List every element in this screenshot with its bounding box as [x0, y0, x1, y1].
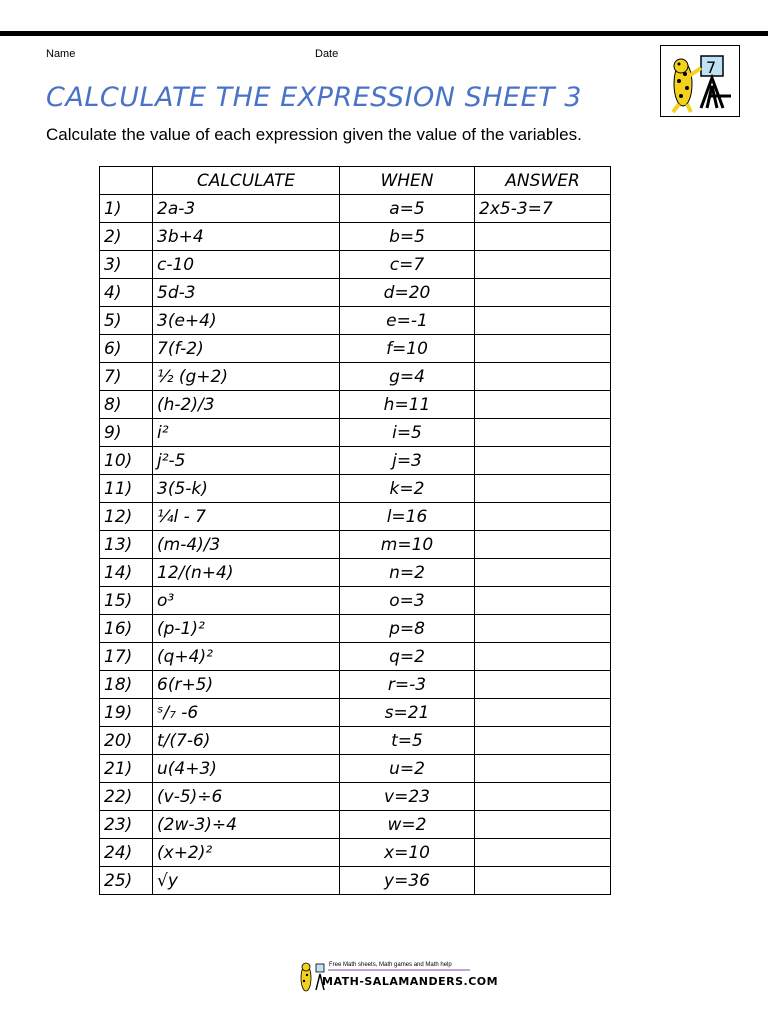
row-number: 17) — [100, 643, 153, 671]
expression-cell: t/(7-6) — [153, 727, 340, 755]
when-cell: y=36 — [340, 867, 475, 895]
when-cell: j=3 — [340, 447, 475, 475]
expression-cell: (q+4)² — [153, 643, 340, 671]
footer-tagline: Free Math sheets, Math games and Math help — [329, 962, 452, 968]
expression-cell: 3(5-k) — [153, 475, 340, 503]
table-row — [100, 839, 611, 867]
when-cell: k=2 — [340, 475, 475, 503]
expression-cell: ½ (g+2) — [153, 363, 340, 391]
table-row — [100, 727, 611, 755]
row-number: 24) — [100, 839, 153, 867]
row-number: 20) — [100, 727, 153, 755]
answer-cell[interactable] — [475, 391, 611, 419]
table-row — [100, 363, 611, 391]
when-cell: u=2 — [340, 755, 475, 783]
answer-cell[interactable] — [475, 671, 611, 699]
expression-cell: ¼l - 7 — [153, 503, 340, 531]
answer-cell[interactable] — [475, 867, 611, 895]
when-cell: o=3 — [340, 587, 475, 615]
table-row — [100, 419, 611, 447]
expression-cell: (x+2)² — [153, 839, 340, 867]
expression-cell: o³ — [153, 587, 340, 615]
date-label: Date — [315, 48, 339, 60]
table-row — [100, 755, 611, 783]
expression-cell: u(4+3) — [153, 755, 340, 783]
row-number: 4) — [100, 279, 153, 307]
when-cell: b=5 — [340, 223, 475, 251]
answer-cell[interactable] — [475, 699, 611, 727]
row-number: 9) — [100, 419, 153, 447]
table-row — [100, 699, 611, 727]
row-number: 21) — [100, 755, 153, 783]
answer-cell[interactable] — [475, 783, 611, 811]
when-cell: r=-3 — [340, 671, 475, 699]
answer-cell[interactable] — [475, 447, 611, 475]
answer-cell[interactable] — [475, 531, 611, 559]
expression-cell: 7(f-2) — [153, 335, 340, 363]
table-row — [100, 307, 611, 335]
row-number: 11) — [100, 475, 153, 503]
expression-cell: 2a-3 — [153, 195, 340, 223]
row-number: 6) — [100, 335, 153, 363]
row-number: 2) — [100, 223, 153, 251]
page-title: CALCULATE THE EXPRESSION SHEET 3 — [46, 82, 582, 113]
row-number: 14) — [100, 559, 153, 587]
answer-cell[interactable] — [475, 559, 611, 587]
answer-cell[interactable] — [475, 307, 611, 335]
row-number: 25) — [100, 867, 153, 895]
instructions-text: Calculate the value of each expression given the value of the variables. — [46, 125, 582, 144]
header-number — [100, 167, 153, 195]
row-number: 5) — [100, 307, 153, 335]
row-number: 19) — [100, 699, 153, 727]
row-number: 7) — [100, 363, 153, 391]
expression-cell: 12/(n+4) — [153, 559, 340, 587]
when-cell: c=7 — [340, 251, 475, 279]
when-cell: w=2 — [340, 811, 475, 839]
top-rule — [0, 31, 768, 36]
name-label: Name — [46, 48, 76, 60]
table-header-row — [100, 167, 611, 195]
row-number: 13) — [100, 531, 153, 559]
table-row — [100, 615, 611, 643]
when-cell: x=10 — [340, 839, 475, 867]
table-row — [100, 391, 611, 419]
when-cell: e=-1 — [340, 307, 475, 335]
table-row — [100, 335, 611, 363]
expression-cell: (2w-3)÷4 — [153, 811, 340, 839]
answer-cell[interactable] — [475, 335, 611, 363]
table-row — [100, 867, 611, 895]
expression-cell: (h-2)/3 — [153, 391, 340, 419]
table-row — [100, 643, 611, 671]
table-row — [100, 195, 611, 223]
expression-cell: ˢ/₇ -6 — [153, 699, 340, 727]
answer-cell[interactable] — [475, 363, 611, 391]
answer-cell[interactable] — [475, 811, 611, 839]
table-row — [100, 587, 611, 615]
table-row — [100, 251, 611, 279]
when-cell: h=11 — [340, 391, 475, 419]
when-cell: m=10 — [340, 531, 475, 559]
row-number: 3) — [100, 251, 153, 279]
header-calculate: CALCULATE — [153, 167, 340, 195]
table-row — [100, 447, 611, 475]
answer-cell[interactable] — [475, 419, 611, 447]
when-cell: g=4 — [340, 363, 475, 391]
when-cell: a=5 — [340, 195, 475, 223]
row-number: 12) — [100, 503, 153, 531]
expression-cell: √y — [153, 867, 340, 895]
answer-cell[interactable] — [475, 279, 611, 307]
row-number: 8) — [100, 391, 153, 419]
expression-cell: (p-1)² — [153, 615, 340, 643]
answer-cell[interactable] — [475, 251, 611, 279]
when-cell: p=8 — [340, 615, 475, 643]
answer-cell[interactable] — [475, 475, 611, 503]
expression-cell: (v-5)÷6 — [153, 783, 340, 811]
header-answer: ANSWER — [475, 167, 611, 195]
row-number: 18) — [100, 671, 153, 699]
answer-cell[interactable] — [475, 727, 611, 755]
table-row — [100, 811, 611, 839]
row-number: 16) — [100, 615, 153, 643]
when-cell: v=23 — [340, 783, 475, 811]
row-number: 10) — [100, 447, 153, 475]
row-number: 22) — [100, 783, 153, 811]
expression-table — [99, 166, 611, 895]
table-row — [100, 279, 611, 307]
row-number: 1) — [100, 195, 153, 223]
answer-cell[interactable] — [475, 615, 611, 643]
when-cell: s=21 — [340, 699, 475, 727]
expression-cell: 5d-3 — [153, 279, 340, 307]
expression-cell: i² — [153, 419, 340, 447]
table-row — [100, 223, 611, 251]
answer-cell[interactable]: 2x5-3=7 — [475, 195, 611, 223]
logo-number: 7 — [706, 58, 717, 77]
when-cell: d=20 — [340, 279, 475, 307]
when-cell: n=2 — [340, 559, 475, 587]
expression-cell: 3(e+4) — [153, 307, 340, 335]
footer-site-link[interactable]: MATH-SALAMANDERS.COM — [322, 975, 499, 988]
table-row — [100, 671, 611, 699]
expression-cell: c-10 — [153, 251, 340, 279]
table-row — [100, 475, 611, 503]
when-cell: f=10 — [340, 335, 475, 363]
answer-cell[interactable] — [475, 587, 611, 615]
answer-cell[interactable] — [475, 643, 611, 671]
answer-cell[interactable] — [475, 839, 611, 867]
when-cell: q=2 — [340, 643, 475, 671]
table-row — [100, 531, 611, 559]
table-row — [100, 783, 611, 811]
expression-cell: j²-5 — [153, 447, 340, 475]
answer-cell[interactable] — [475, 223, 611, 251]
when-cell: l=16 — [340, 503, 475, 531]
expression-cell: 6(r+5) — [153, 671, 340, 699]
expression-cell: (m-4)/3 — [153, 531, 340, 559]
answer-cell[interactable] — [475, 755, 611, 783]
header-when: WHEN — [340, 167, 475, 195]
row-number: 23) — [100, 811, 153, 839]
answer-cell[interactable] — [475, 503, 611, 531]
expression-cell: 3b+4 — [153, 223, 340, 251]
row-number: 15) — [100, 587, 153, 615]
when-cell: i=5 — [340, 419, 475, 447]
table-row — [100, 559, 611, 587]
salamander-logo — [660, 45, 740, 117]
when-cell: t=5 — [340, 727, 475, 755]
table-row — [100, 503, 611, 531]
